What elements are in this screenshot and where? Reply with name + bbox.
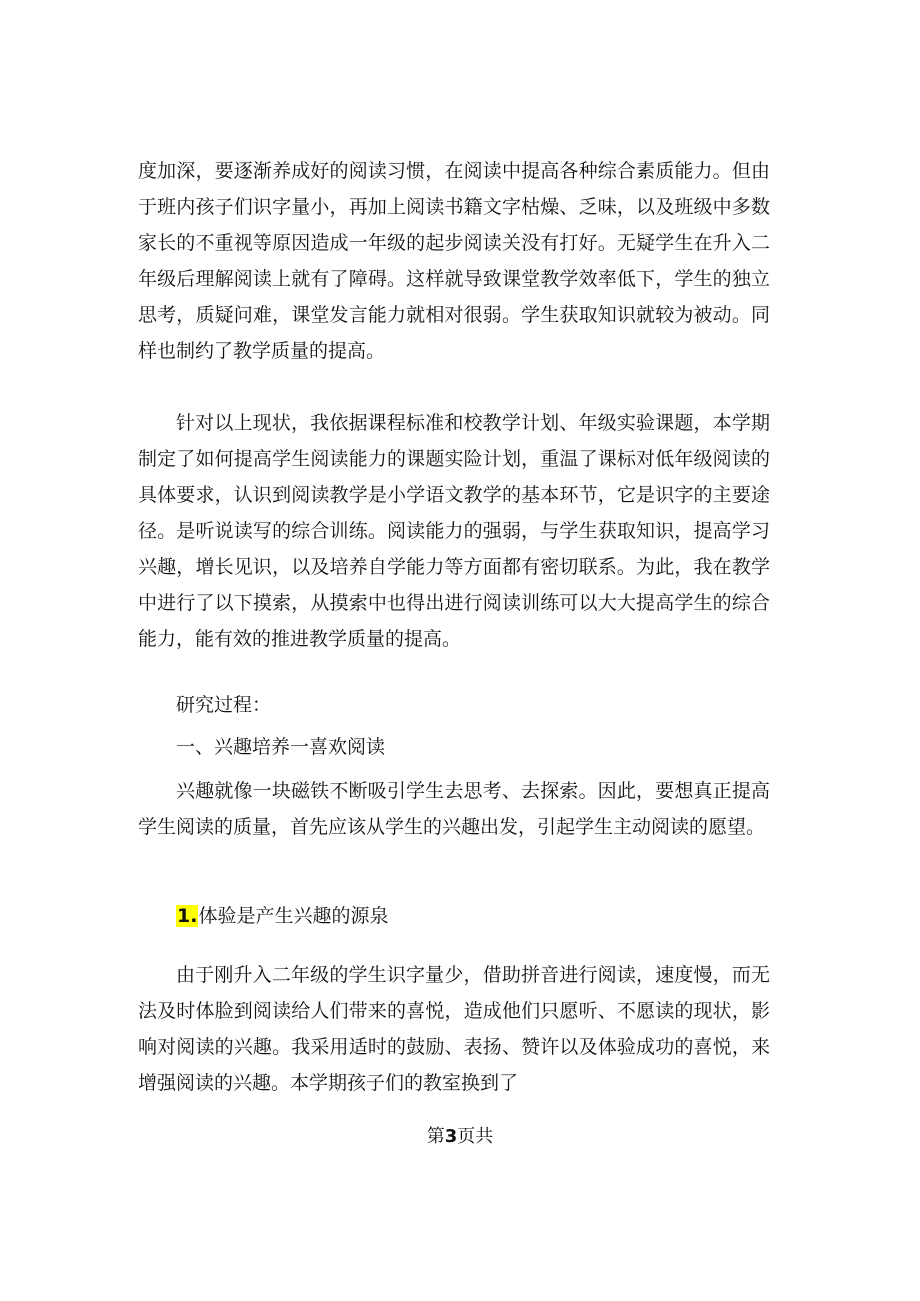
- paragraph-research-process: 研究过程：: [176, 694, 272, 716]
- footer-suffix: 页共: [457, 1126, 494, 1147]
- subheading-text: 体验是产生兴趣的源泉: [198, 905, 389, 927]
- paragraph-5: 由于刚升入二年级的学生识字量少，借助拼音进行阅读，速度慢，而无法及时体脸到阅读给人们带来的喜悦，造成他们只愿听、不愿读的现状，影响对阅读的兴趣。我采用适时的鼓励、表扬、赞许以及体验成功的喜悦，来增强阅读的兴趣。本学期孩子们的教室换到了: [138, 964, 770, 1094]
- paragraph-4: 兴趣就像一块磁铁不断吸引学生去思考、去探索。因此，要想真正提高学生阅读的质量，首先应该从学生的兴趣出发，引起学生主动阅读的愿望。: [138, 780, 770, 838]
- subheading: [176, 898, 388, 934]
- page-footer: [0, 1122, 920, 1152]
- paragraph-2: 针对以上现状，我依据课程标准和校教学计划、年级实验课题，本学期制定了如何提高学生阅读能力的课题实险计划，重温了课标对低年级阅读的具体要求，认识到阅读教学是小学语文教学的基本环节，它是识字的主要途径。是听说读写的综合训练。阅读能力的强弱，与学生获取知识，提高学习兴趣，增长见识，以及培养自学能力等方面都有密切联系。为此，我在教学中进行了以下摸索，从摸索中也得出进行阅读训练可以大大提高学生的综合能力，能有效的推进教学质量的提高。: [138, 412, 770, 650]
- section-heading: 一、兴趣培养一喜欢阅读: [176, 736, 386, 758]
- footer-page-number: 3: [444, 1126, 458, 1147]
- footer-prefix: 第: [426, 1126, 445, 1147]
- subheading-number: 1.: [177, 905, 198, 927]
- paragraph-1: 度加深，要逐渐养成好的阅读习惯，在阅读中提高各种综合素质能力。但由于班内孩子们识字量小，再加上阅读书籍文字枯燥、乏味，以及班级中多数家长的不重视等原因造成一年级的起步阅读关没有打好。无疑学生在升入二年级后理解阅读上就有了障碍。这样就导致课堂教学效率低下，学生的独立思考，质疑问难，课堂发言能力就相对很弱。学生获取知识就较为被动。同样也制约了教学质量的提高。: [138, 160, 770, 362]
